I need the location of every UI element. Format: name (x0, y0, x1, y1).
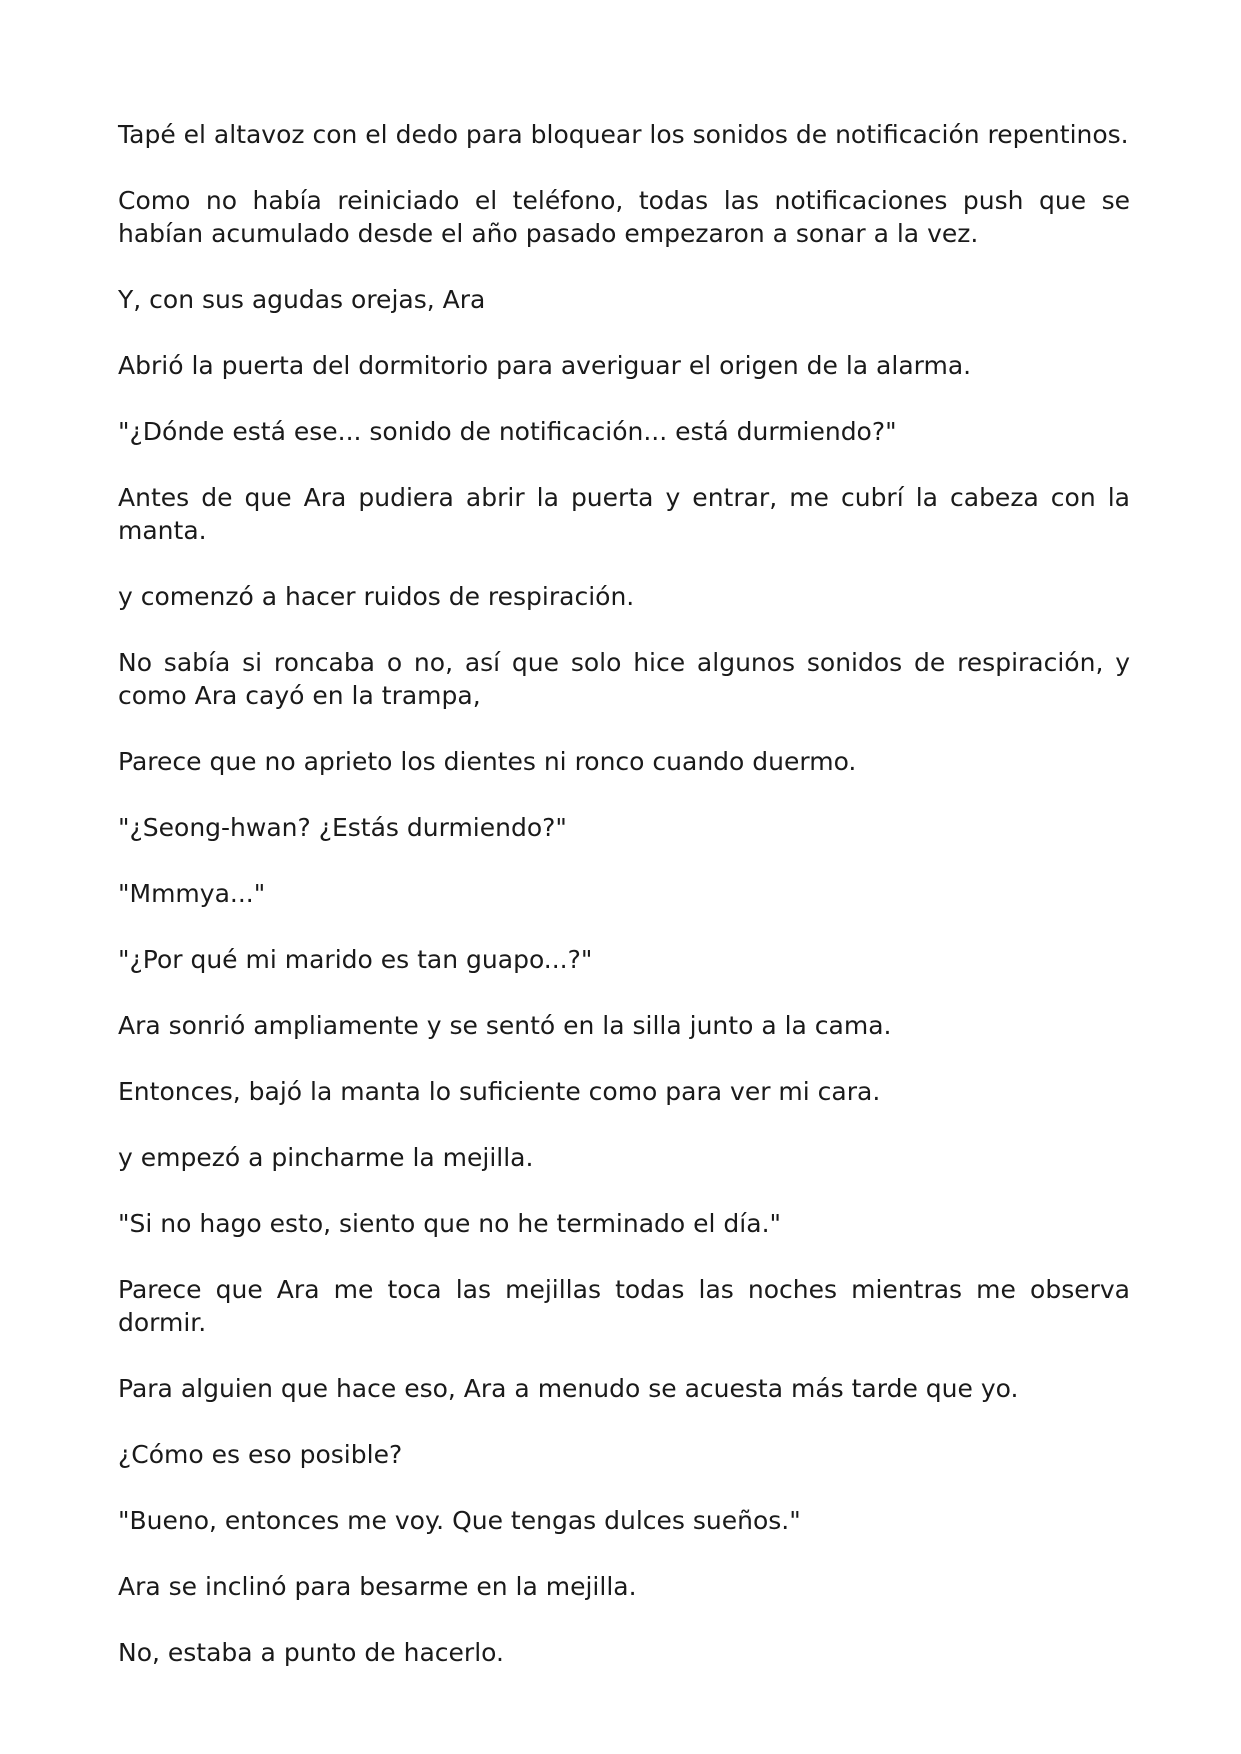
paragraph: y comenzó a hacer ruidos de respiración. (118, 582, 635, 611)
paragraph: Antes de que Ara pudiera abrir la puerta y entrar, me cubrí la cabeza con la manta. (118, 483, 1130, 545)
paragraph: Entonces, bajó la manta lo suficiente como para ver mi cara. (118, 1077, 881, 1106)
paragraph: Ara se inclinó para besarme en la mejilla. (118, 1572, 637, 1601)
paragraph: "Bueno, entonces me voy. Que tengas dulces sueños." (118, 1506, 801, 1535)
paragraph: Y, con sus agudas orejas, Ara (118, 285, 486, 314)
document-body (118, 118, 1130, 1702)
paragraph: Ara sonrió ampliamente y se sentó en la silla junto a la cama. (118, 1011, 892, 1040)
paragraph: "¿Seong-hwan? ¿Estás durmiendo?" (118, 813, 567, 842)
paragraph: Parece que Ara me toca las mejillas todas las noches mientras me observa dormir. (118, 1275, 1130, 1337)
paragraph: y empezó a pincharme la mejilla. (118, 1143, 534, 1172)
paragraph: ¿Cómo es eso posible? (118, 1440, 403, 1469)
paragraph: Tapé el altavoz con el dedo para bloquear los sonidos de notificación repentinos. (118, 120, 1129, 149)
paragraph: Como no había reiniciado el teléfono, todas las notificaciones push que se habían acumulado desde el año pasado empezaron a sonar a la vez. (118, 186, 1130, 248)
paragraph: No, estaba a punto de hacerlo. (118, 1638, 504, 1667)
paragraph: "Si no hago esto, siento que no he terminado el día." (118, 1209, 782, 1238)
paragraph: No sabía si roncaba o no, así que solo hice algunos sonidos de respiración, y como Ara cayó en la trampa, (118, 648, 1130, 710)
paragraph: Para alguien que hace eso, Ara a menudo se acuesta más tarde que yo. (118, 1374, 1019, 1403)
paragraph: Abrió la puerta del dormitorio para averiguar el origen de la alarma. (118, 351, 972, 380)
paragraph: "Mmmya..." (118, 879, 266, 908)
paragraph: "¿Dónde está ese... sonido de notificación... está durmiendo?" (118, 417, 897, 446)
paragraph: Parece que no aprieto los dientes ni ronco cuando duermo. (118, 747, 857, 776)
paragraph: "¿Por qué mi marido es tan guapo...?" (118, 945, 593, 974)
